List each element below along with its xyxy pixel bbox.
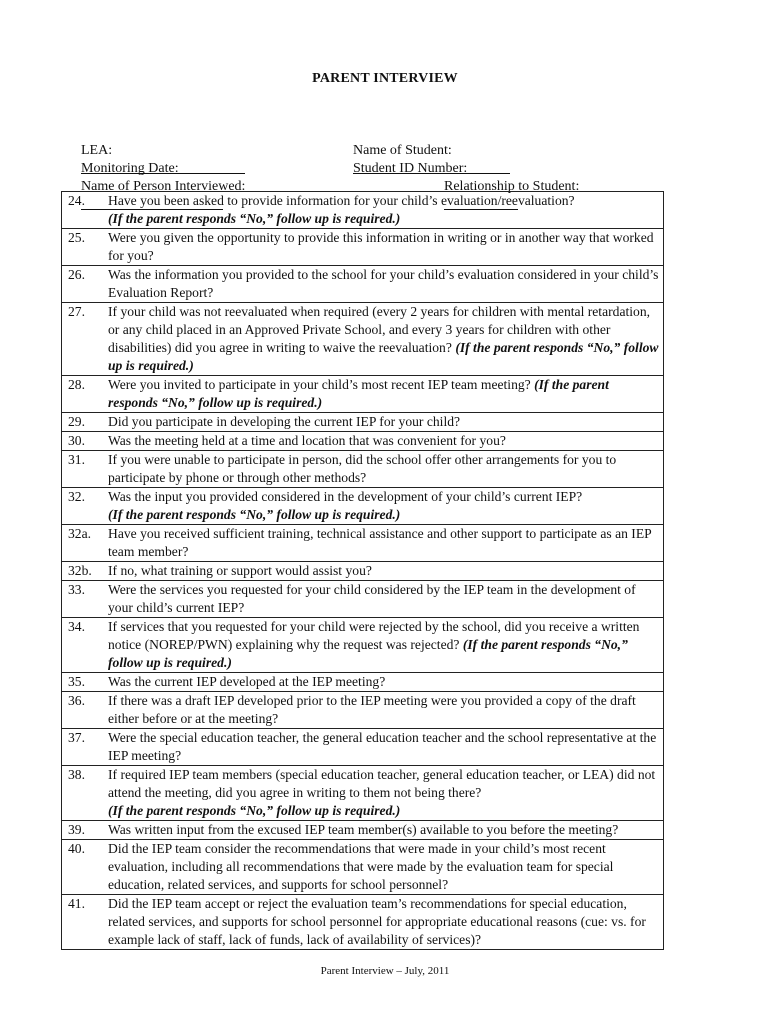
question-number: 32a. [62,525,109,562]
question-cell [108,488,664,525]
question-number: 33. [62,581,109,618]
lea-label: LEA: [81,143,113,158]
question-row [62,581,664,618]
question-number: 27. [62,303,109,376]
question-row [62,618,664,673]
followup-note: (If the parent responds “No,” follow up is required.) [108,377,609,410]
person-interviewed-label: Name of Person Interviewed: [81,179,246,194]
question-text: If there was a draft IEP developed prior to the IEP meeting were you provided a copy of the draft either before or at the meeting? [108,693,636,726]
question-number: 24. [62,192,109,229]
question-row [62,413,664,432]
question-number: 26. [62,266,109,303]
question-number: 30. [62,432,109,451]
question-number: 41. [62,895,109,950]
question-row [62,303,664,376]
question-cell [108,451,664,488]
relationship-label: Relationship to Student: [444,179,580,194]
question-number: 34. [62,618,109,673]
question-text: Was the input you provided considered in the development of your child’s current IEP? [108,489,583,504]
question-text: Was written input from the excused IEP team member(s) available to you before the meeting? [108,822,619,837]
student-id-label: Student ID Number: [353,161,468,176]
question-row [62,821,664,840]
question-cell [108,692,664,729]
question-text: Have you received sufficient training, technical assistance and other support to participate as an IEP team member? [108,526,652,559]
question-cell [108,229,664,266]
question-number: 40. [62,840,109,895]
question-text: Did you participate in developing the current IEP for your child? [108,414,461,429]
question-number: 39. [62,821,109,840]
followup-note: (If the parent responds “No,” follow up is required.) [108,340,659,373]
question-row [62,673,664,692]
question-row [62,376,664,413]
question-cell [108,192,664,229]
question-row [62,451,664,488]
question-row [62,562,664,581]
question-text: Did the IEP team consider the recommendations that were made in your child’s most recent evaluation, including all recommendations that were made by the evaluation team for special education, related services, and supports for school personnel? [108,841,614,892]
question-text: Was the information you provided to the school for your child’s evaluation considered in your child’s Evaluation Report? [108,267,659,300]
question-text: Were the special education teacher, the general education teacher and the school representative at the IEP meeting? [108,730,657,763]
question-row [62,229,664,266]
question-cell [108,618,664,673]
question-cell [108,821,664,840]
question-row [62,525,664,562]
question-row [62,692,664,729]
question-text: Did the IEP team accept or reject the evaluation team’s recommendations for special education, related services, and supports for school personnel for appropriate educational reasons (cue: vs. for example lack of staff, lack of funds, lack of availability of services)? [108,896,646,947]
question-text: Were you invited to participate in your child’s most recent IEP team meeting? [108,377,531,392]
question-row [62,266,664,303]
followup-note: (If the parent responds “No,” follow up is required.) [108,507,401,522]
monitoring-date-label: Monitoring Date: [81,161,179,176]
followup-note: (If the parent responds “No,” follow up is required.) [108,637,628,670]
question-number: 37. [62,729,109,766]
question-row [62,729,664,766]
question-cell [108,729,664,766]
question-text: Were the services you requested for your child considered by the IEP team in the development of your child’s current IEP? [108,582,636,615]
page-title: PARENT INTERVIEW [312,71,458,86]
question-cell [108,840,664,895]
question-text: Was the meeting held at a time and location that was convenient for you? [108,433,506,448]
question-text: If you were unable to participate in person, did the school offer other arrangements for you to participate by phone or through other methods? [108,452,617,485]
question-row [62,895,664,950]
question-cell [108,673,664,692]
question-number: 31. [62,451,109,488]
question-text: If your child was not reevaluated when required (every 2 years for children with mental retardation, or any child placed in an Approved Private School, and every 3 years for children with other disabilities) did you agree in writing to waive the reevaluation? [108,304,651,355]
question-cell [108,376,664,413]
question-number: 28. [62,376,109,413]
question-number: 25. [62,229,109,266]
question-row [62,766,664,821]
question-text: Have you been asked to provide information for your child’s evaluation/reevaluation? [108,193,575,208]
question-cell [108,303,664,376]
question-text: If services that you requested for your child were rejected by the school, did you receive a written notice (NOREP/PWN) explaining why the request was rejected? [108,619,640,652]
questions-table [61,191,664,950]
question-row [62,840,664,895]
question-cell [108,432,664,451]
page-footer: Parent Interview – July, 2011 [320,965,450,977]
question-number: 36. [62,692,109,729]
question-cell [108,413,664,432]
question-row [62,192,664,229]
question-number: 32b. [62,562,109,581]
question-number: 32. [62,488,109,525]
followup-note: (If the parent responds “No,” follow up is required.) [108,211,401,226]
question-row [62,432,664,451]
question-cell [108,895,664,950]
question-text: If required IEP team members (special education teacher, general education teacher, or LEA) did not attend the meeting, did you agree in writing to them not being there? [108,767,656,800]
question-number: 35. [62,673,109,692]
question-text: Were you given the opportunity to provide this information in writing or in another way that worked for you? [108,230,654,263]
question-number: 38. [62,766,109,821]
question-row [62,488,664,525]
student-name-label: Name of Student: [353,143,452,158]
question-cell [108,581,664,618]
question-text: If no, what training or support would assist you? [108,563,372,578]
question-cell [108,266,664,303]
question-cell [108,562,664,581]
followup-note: (If the parent responds “No,” follow up is required.) [108,803,401,818]
question-cell [108,525,664,562]
question-text: Was the current IEP developed at the IEP meeting? [108,674,386,689]
question-cell [108,766,664,821]
question-number: 29. [62,413,109,432]
